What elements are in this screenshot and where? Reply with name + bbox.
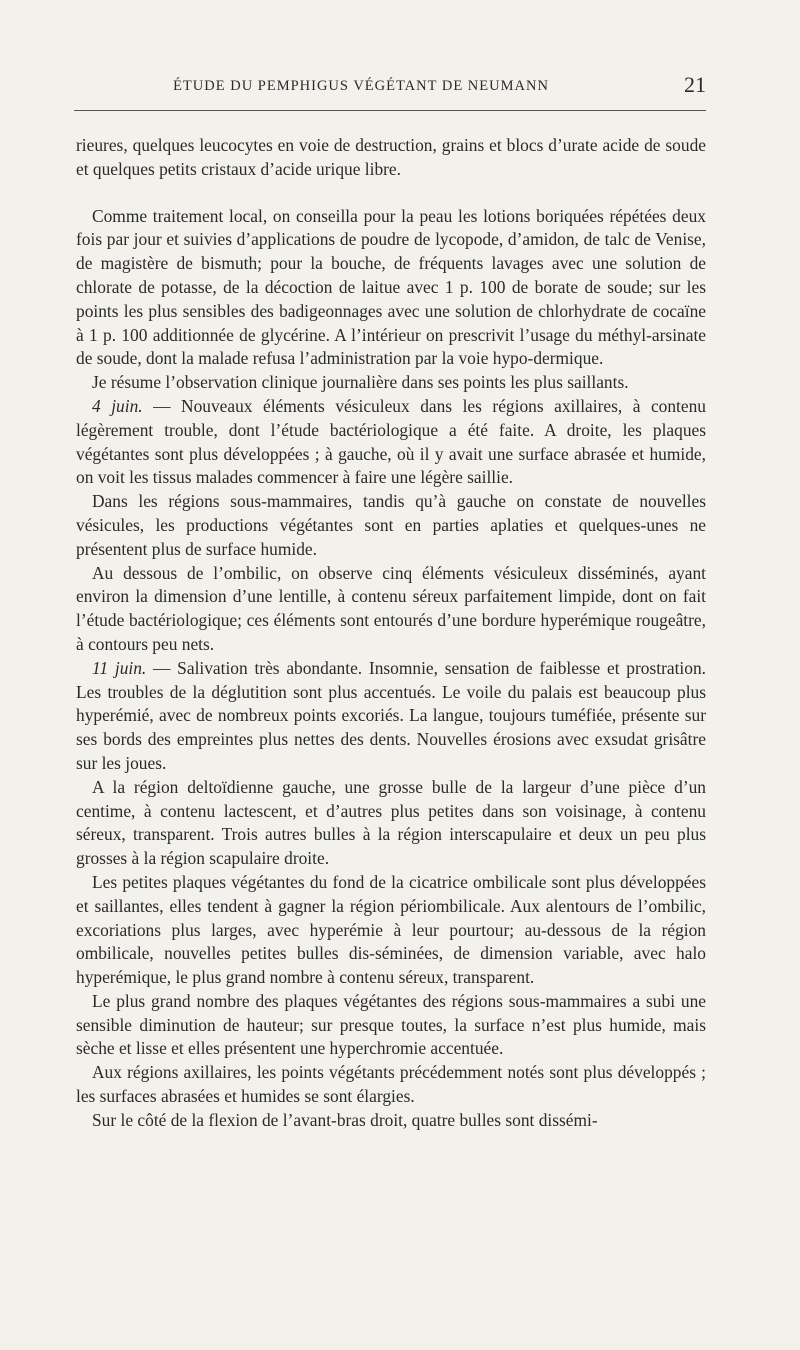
entry-date: 4 juin. (92, 395, 143, 416)
paragraph-continuation: rieures, quelques leucocytes en voie de destruction, grains et blocs d’urate acide de soude et quelques petits cristaux d’acide urique libre. (76, 135, 706, 179)
page-number: 21 (684, 72, 706, 97)
paragraph-plaques-sous-mammaires: Le plus grand nombre des plaques végétantes des régions sous-mammaires a subi une sensible diminution de hauteur; sur presque toutes, la surface n’est plus humide, mais sèche et lisse et elles présentent une hyperchromie accentuée. (76, 990, 706, 1059)
paragraph-axillaires: Aux régions axillaires, les points végétants précédemment notés sont plus développés ; les surfaces abrasées et humides se sont élargies. (76, 1062, 706, 1107)
paragraph-treatment: Comme traitement local, on conseilla pour la peau les lotions boriquées répétées deux fois par jour et suivies d’applications de poudre de lycopode, d’amidon, de talc de Venise, de magistère de bismuth; pour la bouche, de fréquents lavages avec une solution de chlorate de potasse, de la décoction de laitue avec 1 p. 100 de borate de soude; sur les points les plus sensibles des badigeonnages avec une solution de chlorhydrate de cocaïne à 1 p. 100 additionnée de glycérine. A l’intérieur on prescrivit l’usage du méthyl-arsinate de soude, dont la malade refusa l’administration par la voie hypo-dermique. (76, 205, 706, 369)
paragraph-june-4 (76, 395, 706, 490)
running-header (76, 72, 706, 104)
entry-text: — Nouveaux éléments vésiculeux dans les régions axillaires, à contenu légèrement trouble, dont l’étude bactériologique a été faite. A droite, les plaques végétantes sont plus développées ; à gauche, où il y avait une surface abrasée et humide, on voit les tissus malades commencer à faire une légère saillie. (76, 395, 706, 488)
paragraph-deltoidienne: A la région deltoïdienne gauche, une grosse bulle de la largeur d’une pièce d’un centime, à contenu lactescent, et d’autres plus petites dans son voisinage, à contenu séreux, transparent. Trois autres bulles à la région interscapulaire et deux un peu plus grosses à la région scapulaire droite. (76, 776, 706, 869)
running-title: ÉTUDE DU PEMPHIGUS VÉGÉTANT DE NEUMANN (173, 78, 549, 94)
entry-text: — Salivation très abondante. Insomnie, sensation de faiblesse et prostration. Les troubles de la déglutition sont plus accentués. Le voile du palais est beaucoup plus hyperémié, avec de nombreux points excoriés. La langue, toujours tuméfiée, présente sur ses bords des empreintes plus nettes des dents. Nouvelles érosions avec exsudat grisâtre sur les joues. (76, 657, 706, 773)
paragraph-summary-intro: Je résume l’observation clinique journalière dans ses points les plus saillants. (92, 372, 629, 393)
entry-date: 11 juin. (92, 657, 147, 678)
body-text (76, 134, 706, 1133)
paragraph-june-11 (76, 657, 706, 776)
paragraph-plaques-ombilicales: Les petites plaques végétantes du fond de la cicatrice ombilicale sont plus développées et saillantes, elles tendent à gagner la région périombilicale. Aux alentours de l’ombilic, excoriations plus larges, avec hyperémie à leur pourtour; au-dessous de la région ombilicale, nouvelles petites bulles dis-séminées, de dimension variable, avec halo hyperémique, le plus grand nombre à contenu séreux, transparent. (76, 871, 706, 988)
paragraph-ombilic: Au dessous de l’ombilic, on observe cinq éléments vésiculeux disséminés, ayant environ la dimension d’une lentille, à contenu séreux parfaitement limpide, dont on fait l’étude bactériologique; ces éléments sont entourés d’une bordure hyperémique rougeâtre, à contours peu nets. (76, 562, 706, 654)
header-rule (74, 110, 706, 111)
paragraph-avant-bras: Sur le côté de la flexion de l’avant-bras droit, quatre bulles sont dissémi- (92, 1109, 598, 1130)
paragraph-sous-mammaires: Dans les régions sous-mammaires, tandis qu’à gauche on constate de nouvelles vésicules, les productions végétantes sont en parties aplaties et quelques-unes ne présentent plus de surface humide. (76, 491, 706, 559)
